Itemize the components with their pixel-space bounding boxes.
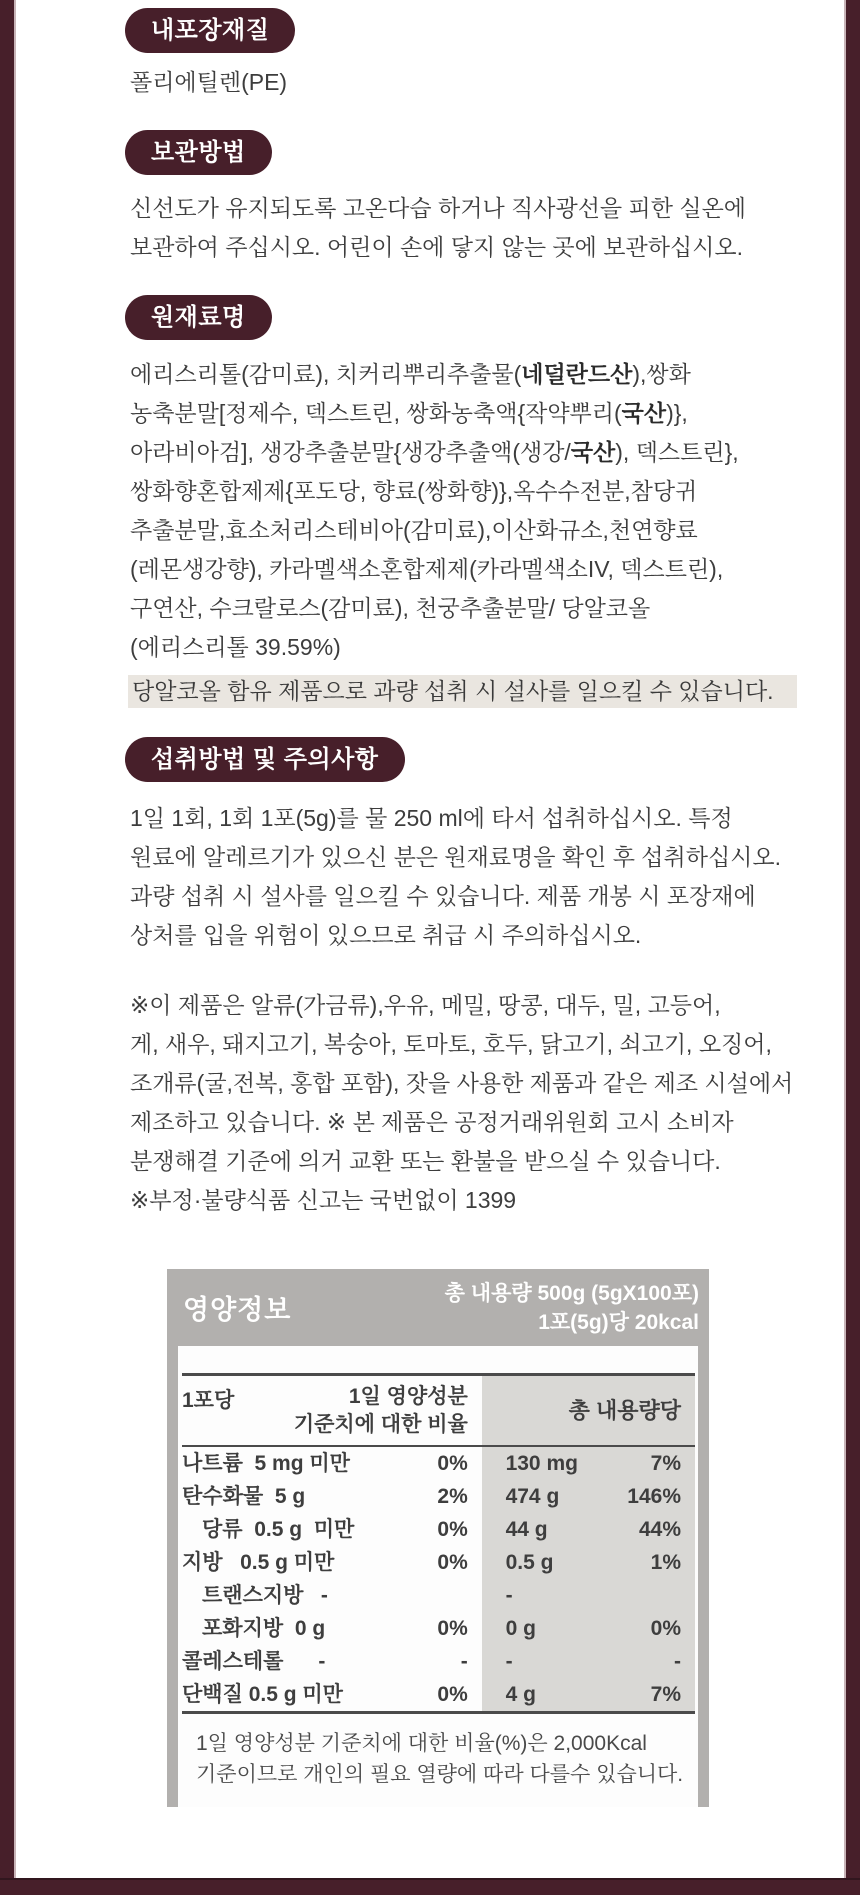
packaging-badge: 내포장재질 xyxy=(125,8,295,53)
total-percent: 0% xyxy=(650,1617,681,1640)
column-gap xyxy=(468,1376,482,1445)
text-line: 제조하고 있습니다. ※ 본 제품은 공정거래위원회 고시 소비자 xyxy=(130,1109,734,1135)
ingredients-badge: 원재료명 xyxy=(125,295,272,340)
total-percent: 146% xyxy=(627,1485,681,1508)
usage-allergy-notice-text xyxy=(130,986,800,1220)
total-amount: 44 g xyxy=(505,1518,548,1541)
nutrition-total-amount xyxy=(445,1279,699,1337)
sugar-alcohol-warning: 당알코올 함유 제품으로 과량 섭취 시 설사를 일으킬 수 있습니다. xyxy=(128,675,797,708)
total-amount: - xyxy=(505,1650,513,1673)
nutrition-row xyxy=(182,1579,695,1612)
per-total-cells xyxy=(482,1546,695,1579)
storage-badge: 보관방법 xyxy=(125,130,272,175)
daily-value-percent: 0% xyxy=(437,1617,468,1640)
total-percent: - xyxy=(674,1650,681,1673)
nutrition-row xyxy=(182,1678,695,1711)
section-ingredients xyxy=(130,267,800,708)
per-total-cells xyxy=(482,1645,695,1678)
total-amount: 474 g xyxy=(505,1485,560,1508)
nutrient-name: 나트륨 5 mg 미만 xyxy=(182,1452,350,1475)
nutrition-title: 영양정보 xyxy=(183,1295,292,1325)
usage-directions-text xyxy=(130,799,800,955)
nutrition-table xyxy=(182,1373,695,1714)
text-line: 에리스리톨(감미료), 치커리뿌리추출물(네덜란드산),쌍화 xyxy=(130,361,691,387)
nutrient-name: 단백질 0.5 g 미만 xyxy=(182,1683,343,1706)
text-line: 기준이므로 개인의 필요 열량에 따라 다를수 있습니다. xyxy=(196,1763,684,1786)
nutrition-row xyxy=(182,1447,695,1480)
per-total-cells xyxy=(482,1579,695,1612)
text-line: ※부정·불량식품 신고는 국번없이 1399 xyxy=(130,1187,517,1213)
text-line: 1일 영양성분 기준치에 대한 비율(%)은 2,000Kcal xyxy=(196,1732,647,1755)
text-line: 아라비아검], 생강추출분말{생강추출액(생강/국산), 덱스트린}, xyxy=(130,439,739,465)
col-per-total: 총 내용량당 xyxy=(482,1376,695,1445)
column-gap xyxy=(468,1546,482,1579)
total-percent: 44% xyxy=(638,1518,681,1541)
text-line: 원료에 알레르기가 있으신 분은 원재료명을 확인 후 섭취하십시오. xyxy=(130,844,782,870)
total-amount: 130 mg xyxy=(505,1452,578,1475)
nutrition-header-left xyxy=(182,1376,468,1445)
daily-value-percent: 0% xyxy=(437,1683,468,1706)
nutrient-name: 지방 0.5 g 미만 xyxy=(182,1551,335,1574)
nutrient-name: 콜레스테롤 - xyxy=(182,1650,326,1673)
total-amount: 4 g xyxy=(505,1683,536,1706)
text-line: 농축분말[정제수, 덱스트린, 쌍화농축액{작약뿌리(국산)}, xyxy=(130,400,688,426)
left-maroon-border xyxy=(0,0,16,1895)
nutrition-row xyxy=(182,1513,695,1546)
column-gap xyxy=(468,1579,482,1612)
section-packaging xyxy=(130,0,800,102)
text-line: 조개류(굴,전복, 홍합 포함), 잣을 사용한 제품과 같은 제조 시설에서 xyxy=(130,1070,794,1096)
daily-value-percent: - xyxy=(460,1650,468,1673)
total-percent: 7% xyxy=(650,1683,681,1706)
section-storage xyxy=(130,102,800,267)
nutrition-row xyxy=(182,1645,695,1678)
text-line: 보관하여 주십시오. 어린이 손에 닿지 않는 곳에 보관하십시오. xyxy=(130,234,743,260)
nutrition-row xyxy=(182,1480,695,1513)
nutrient-name: 트랜스지방 - xyxy=(202,1584,328,1607)
col-daily-value: 1일 영양성분 기준치에 대한 비율 xyxy=(293,1385,468,1436)
column-gap xyxy=(468,1678,482,1711)
nutrition-row xyxy=(182,1612,695,1645)
nutrient-name: 당류 0.5 g 미만 xyxy=(202,1518,355,1541)
total-amount: 0 g xyxy=(505,1617,536,1640)
nutrition-inner-panel xyxy=(178,1346,698,1807)
text-line: (에리스리톨 39.59%) xyxy=(130,634,341,660)
nutrition-row xyxy=(182,1546,695,1579)
col-per-serving: 1포당 xyxy=(182,1389,235,1412)
text-line: 1일 1회, 1회 1포(5g)를 물 250 ml에 타서 섭취하십시오. 특정 xyxy=(130,805,733,831)
per-total-cells xyxy=(482,1678,695,1711)
column-gap xyxy=(468,1645,482,1678)
packaging-material-text: 폴리에틸렌(PE) xyxy=(130,69,288,95)
total-percent: 7% xyxy=(650,1452,681,1475)
daily-value-percent: 0% xyxy=(437,1452,468,1475)
text-line: 추출분말,효소처리스테비아(감미료),이산화규소,천연향료 xyxy=(130,517,698,543)
column-gap xyxy=(468,1513,482,1546)
per-total-cells xyxy=(482,1513,695,1546)
total-amount: - xyxy=(505,1584,513,1607)
nutrition-total-line1: 총 내용량 500g (5gX100포) xyxy=(444,1281,699,1305)
total-percent: 1% xyxy=(650,1551,681,1574)
nutrition-facts-box xyxy=(167,1269,709,1807)
text-line: 게, 새우, 돼지고기, 복숭아, 토마토, 호두, 닭고기, 쇠고기, 오징어, xyxy=(130,1031,772,1057)
bottom-maroon-bar xyxy=(0,1878,860,1895)
daily-value-percent: 0% xyxy=(437,1518,468,1541)
text-line: 신선도가 유지되도록 고온다습 하거나 직사광선을 피한 실온에 xyxy=(130,195,747,221)
column-gap xyxy=(468,1612,482,1645)
nutrient-name: 포화지방 0 g xyxy=(202,1617,326,1640)
per-total-cells xyxy=(482,1480,695,1513)
daily-value-percent: 0% xyxy=(437,1551,468,1574)
column-gap xyxy=(468,1447,482,1480)
nutrition-header-band xyxy=(167,1269,709,1346)
nutrition-table-header-row xyxy=(182,1376,695,1447)
text-line: 상처를 입을 위험이 있으므로 취급 시 주의하십시오. xyxy=(130,922,642,948)
storage-text xyxy=(130,189,800,267)
per-total-cells xyxy=(482,1447,695,1480)
ingredients-text xyxy=(130,355,800,667)
text-line: (레몬생강향), 카라멜색소혼합제제(카라멜색소IV, 덱스트린), xyxy=(130,556,724,582)
text-line: 구연산, 수크랄로스(감미료), 천궁추출분말/ 당알코올 xyxy=(130,595,651,621)
content-column xyxy=(130,0,800,1818)
daily-value-percent: 2% xyxy=(437,1485,468,1508)
nutrition-total-line2: 1포(5g)당 20kcal xyxy=(538,1310,699,1334)
text-line: 쌍화향혼합제제{포도당, 향료(쌍화향)},옥수수전분,참당귀 xyxy=(130,478,698,504)
total-amount: 0.5 g xyxy=(505,1551,554,1574)
column-gap xyxy=(468,1480,482,1513)
usage-badge: 섭취방법 및 주의사항 xyxy=(125,737,405,782)
text-line: 과량 섭취 시 설사를 일으킬 수 있습니다. 제품 개봉 시 포장재에 xyxy=(130,883,756,909)
text-line: 분쟁해결 기준에 의거 교환 또는 환불을 받으실 수 있습니다. xyxy=(130,1148,721,1174)
nutrition-table-rows xyxy=(182,1447,695,1711)
nutrient-name: 탄수화물 5 g xyxy=(182,1485,306,1508)
per-total-cells xyxy=(482,1612,695,1645)
section-usage xyxy=(130,708,800,1220)
text-line: ※이 제품은 알류(가금류),우유, 메밀, 땅콩, 대두, 밀, 고등어, xyxy=(130,992,721,1018)
nutrition-footnote xyxy=(182,1714,695,1790)
right-maroon-border xyxy=(844,0,860,1895)
